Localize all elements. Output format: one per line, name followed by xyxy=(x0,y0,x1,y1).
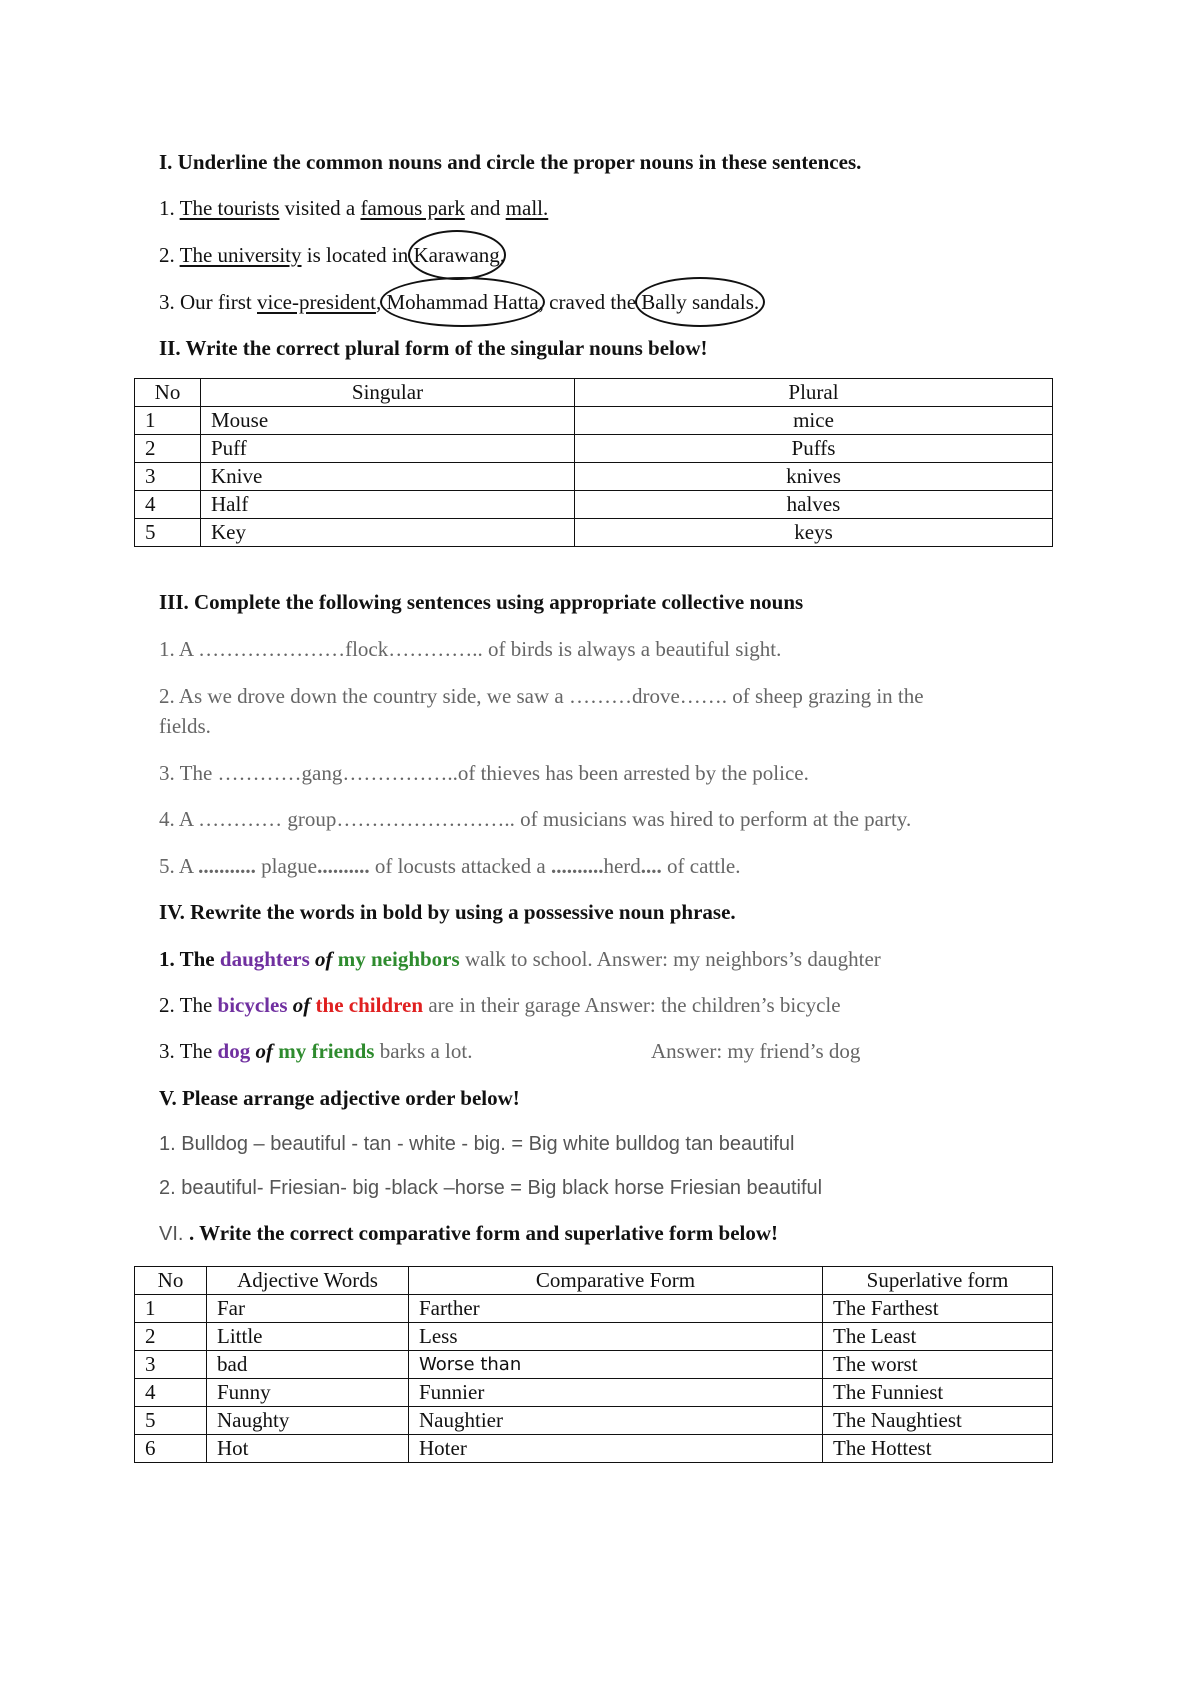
section-4-answer-3: Answer: my friend’s dog xyxy=(651,1039,861,1063)
blank: .......... xyxy=(550,854,604,878)
section-3-sentence-2-cont: fields. xyxy=(159,714,211,738)
cell: 1 xyxy=(135,407,201,435)
table-row xyxy=(135,1435,1053,1463)
text: . xyxy=(499,243,506,267)
table-row xyxy=(135,1295,1053,1323)
answer: herd xyxy=(603,854,641,878)
cell: 5 xyxy=(135,519,201,547)
proper-noun-circled: Karawang xyxy=(413,243,500,267)
section-6-heading xyxy=(159,1220,778,1247)
common-noun: vice-president xyxy=(257,290,376,314)
cell: The Hottest xyxy=(823,1435,1053,1463)
text: 3. The xyxy=(159,1039,218,1063)
section-5-item-1: 1. Bulldog – beautiful - tan - white - big. = Big white bulldog tan beautiful xyxy=(159,1133,795,1155)
section-1-sentence-1 xyxy=(159,195,548,221)
column-header: No xyxy=(135,379,201,407)
cell: keys xyxy=(575,519,1053,547)
cell: 2 xyxy=(135,435,201,463)
text: , craved the xyxy=(538,290,642,314)
cell: Hot xyxy=(207,1435,409,1463)
column-header: Comparative Form xyxy=(409,1267,823,1295)
table-row xyxy=(135,491,1053,519)
section-1-heading: I. Underline the common nouns and circle the proper nouns in these sentences. xyxy=(159,150,862,174)
text: of xyxy=(287,993,316,1017)
text: 2. The xyxy=(159,993,218,1017)
cell: Farther xyxy=(409,1295,823,1323)
cell: 4 xyxy=(135,491,201,519)
proper-noun-circled: Bally sandals. xyxy=(641,290,760,314)
text: of xyxy=(250,1039,279,1063)
section-2-heading: II. Write the correct plural form of the singular nouns below! xyxy=(159,336,708,360)
column-header: Superlative form xyxy=(823,1267,1053,1295)
section-3-heading: III. Complete the following sentences using appropriate collective nouns xyxy=(159,590,804,614)
table-row xyxy=(135,407,1053,435)
table-row xyxy=(135,435,1053,463)
cell: 5 xyxy=(135,1407,207,1435)
column-header: Singular xyxy=(201,379,575,407)
answer-text: are in their garage Answer: the children’s bicycle xyxy=(423,993,841,1017)
cell: The worst xyxy=(823,1351,1053,1379)
column-header: Adjective Words xyxy=(207,1267,409,1295)
text: of cattle. xyxy=(661,854,741,878)
cell: Puffs xyxy=(575,435,1053,463)
text: and xyxy=(464,196,506,220)
section-3-sentence-5 xyxy=(159,853,741,879)
column-header: Plural xyxy=(575,379,1053,407)
common-noun: The university xyxy=(179,243,302,267)
plural-table xyxy=(134,378,1053,547)
text: barks a lot. xyxy=(374,1039,473,1063)
section-3-sentence-4: 4. A ………… group…………………….. of musicians was hired to perform at the party. xyxy=(159,807,912,831)
common-noun: famous park xyxy=(360,196,465,220)
number: 1. xyxy=(159,196,175,220)
text: visited a xyxy=(279,196,361,220)
bold-word: daughters xyxy=(219,947,310,971)
bold-word: my neighbors xyxy=(337,947,460,971)
number: 3. Our first xyxy=(159,290,257,314)
cell: Naughtier xyxy=(409,1407,823,1435)
cell: bad xyxy=(207,1351,409,1379)
table-row xyxy=(135,1379,1053,1407)
cell: Mouse xyxy=(201,407,575,435)
comparative-table xyxy=(134,1266,1053,1463)
cell: Funnier xyxy=(409,1379,823,1407)
section-5-item-2: 2. beautiful- Friesian- big -black –horse = Big black horse Friesian beautiful xyxy=(159,1177,823,1199)
cell: 2 xyxy=(135,1323,207,1351)
cell: Key xyxy=(201,519,575,547)
blank: .......... xyxy=(317,854,370,878)
bold-word: my friends xyxy=(278,1039,375,1063)
section-3-sentence-1: 1. A …………………flock………….. of birds is always a beautiful sight. xyxy=(159,637,782,661)
table-row xyxy=(135,1323,1053,1351)
section-1-sentence-2 xyxy=(159,242,505,268)
cell: 6 xyxy=(135,1435,207,1463)
section-4-sentence-3 xyxy=(159,1038,472,1064)
cell: Funny xyxy=(207,1379,409,1407)
section-1-sentence-3 xyxy=(159,289,759,315)
table-row xyxy=(135,1407,1053,1435)
cell: 3 xyxy=(135,463,201,491)
bold-word: bicycles xyxy=(217,993,288,1017)
common-noun: The tourists xyxy=(179,196,280,220)
cell: mice xyxy=(575,407,1053,435)
cell: The Farthest xyxy=(823,1295,1053,1323)
answer: plague xyxy=(255,854,318,878)
section-3-sentence-3: 3. The …………gang……………..of thieves has been arrested by the police. xyxy=(159,761,809,785)
cell: Little xyxy=(207,1323,409,1351)
cell: 4 xyxy=(135,1379,207,1407)
column-header: No xyxy=(135,1267,207,1295)
table-row xyxy=(135,463,1053,491)
table-row xyxy=(135,1351,1053,1379)
blank: .... xyxy=(640,854,662,878)
number: 2. xyxy=(159,243,175,267)
heading-text: . Write the correct comparative form and superlative form below! xyxy=(189,1221,779,1245)
cell: Half xyxy=(201,491,575,519)
cell: Puff xyxy=(201,435,575,463)
heading-prefix: VI. xyxy=(159,1223,190,1245)
section-4-heading: IV. Rewrite the words in bold by using a possessive noun phrase. xyxy=(159,900,736,924)
cell: halves xyxy=(575,491,1053,519)
section-5-heading: V. Please arrange adjective order below! xyxy=(159,1086,520,1110)
blank: ........... xyxy=(198,854,256,878)
text: 1. The xyxy=(159,947,220,971)
table-row xyxy=(135,519,1053,547)
cell: Far xyxy=(207,1295,409,1323)
proper-noun-circled: Mohammad Hatta xyxy=(386,290,539,314)
bold-word: the children xyxy=(315,993,424,1017)
cell: knives xyxy=(575,463,1053,491)
cell: Less xyxy=(409,1323,823,1351)
table-header-row xyxy=(135,379,1053,407)
text: 5. A xyxy=(159,854,199,878)
text: of xyxy=(309,947,338,971)
text: is located in xyxy=(301,243,414,267)
text: , xyxy=(375,290,387,314)
table-header-row xyxy=(135,1267,1053,1295)
section-4-sentence-2 xyxy=(159,992,841,1018)
cell: The Least xyxy=(823,1323,1053,1351)
answer-text: walk to school. Answer: my neighbors’s daughter xyxy=(459,947,881,971)
cell: 1 xyxy=(135,1295,207,1323)
cell: Hoter xyxy=(409,1435,823,1463)
cell: 3 xyxy=(135,1351,207,1379)
cell: Worse than xyxy=(409,1351,823,1379)
text: of locusts attacked a xyxy=(369,854,551,878)
section-3-sentence-2: 2. As we drove down the country side, we saw a ………drove……. of sheep grazing in the xyxy=(159,684,924,708)
cell: The Funniest xyxy=(823,1379,1053,1407)
bold-word: dog xyxy=(217,1039,251,1063)
common-noun: mall. xyxy=(505,196,549,220)
cell: Knive xyxy=(201,463,575,491)
cell: The Naughtiest xyxy=(823,1407,1053,1435)
cell: Naughty xyxy=(207,1407,409,1435)
section-4-sentence-1 xyxy=(159,946,881,972)
